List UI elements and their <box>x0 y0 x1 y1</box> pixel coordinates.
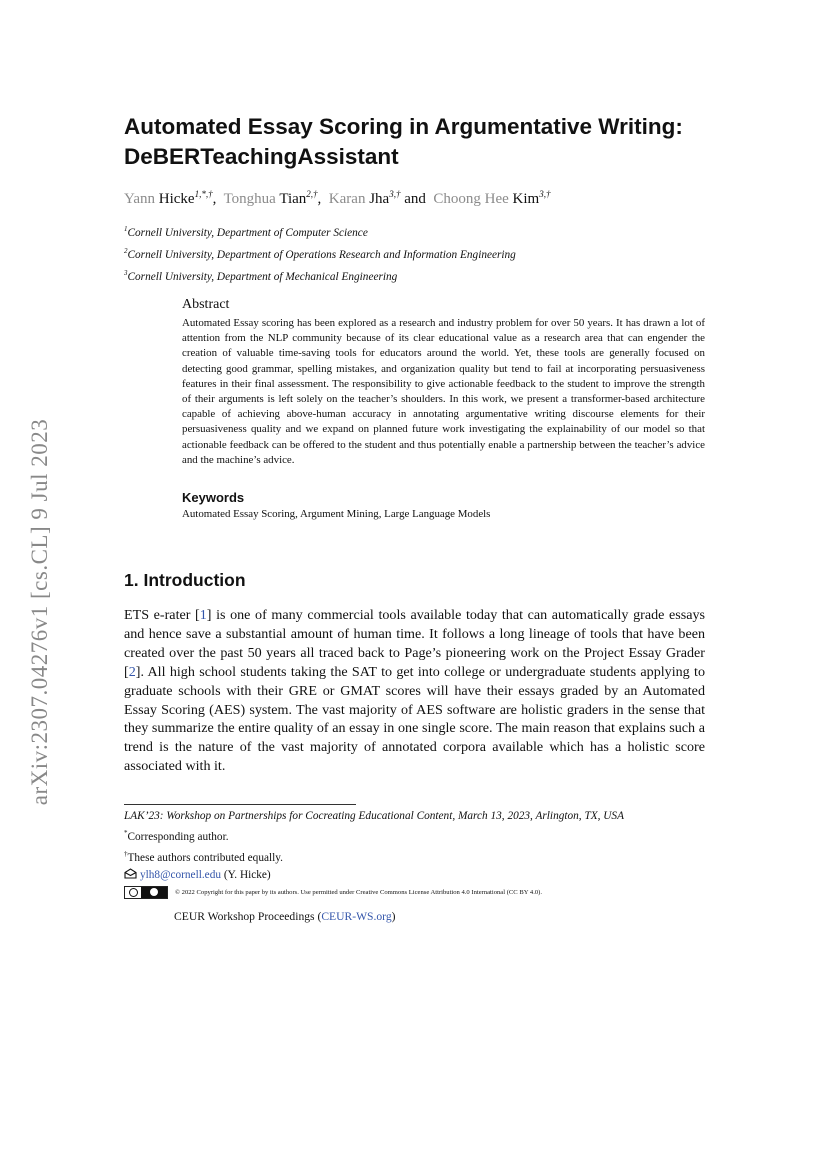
license-text: © 2022 Copyright for this paper by its authors. Use permitted under Creative Commons License Attribution 4.0 International (CC BY 4.0). <box>175 888 542 896</box>
license-row <box>124 884 724 901</box>
email-link[interactable]: ylh8@cornell.edu <box>140 868 221 881</box>
abstract-text: Automated Essay scoring has been explored as a research and industry problem for over 50 years. It has drawn a lot of attention from the NLP community because of its clear educational value as a research area that can engender the creation of valuable time-saving tools for educators around the world. Yet, these tools are generally focused on detecting good grammar, spelling mistakes, and organization quality but tend to fail at incorporating persuasiveness features in their final assessment. The responsibility to give actionable feedback to the student to improve the strength of their arguments is left solely on the teacher’s shoulders. In this work, we present a transformer-based architecture capable of achieving above-human accuracy in annotating argumentative writing discourse elements for their persuasiveness quality and we expand on planned future work investigating the explainability of our model so that actionable feedback can be offered to the student and thus potentially enable a partnership between the teacher’s advice and the machine’s advice. <box>182 317 705 466</box>
author: Choong Hee Kim$^{3,\dagger}$ <box>433 189 551 207</box>
affiliation: $^1$Cornell University, Department of Computer Science <box>124 225 368 239</box>
affiliation: $^3$Cornell University, Department of Mechanical Engineering <box>124 268 398 283</box>
affiliation: $^2$Cornell University, Department of Operations Research and Information Engineering <box>124 246 516 261</box>
paper-title <box>124 112 724 172</box>
title-line-2: DeBERTeachingAssistant <box>124 144 399 169</box>
venue-footnote: LAK’23: Workshop on Partnerships for Cocreating Educational Content, March 13, 2023, Arlington, TX, USA <box>124 810 624 822</box>
abstract-section <box>182 296 705 468</box>
keywords-text: Automated Essay Scoring, Argument Mining, Large Language Models <box>182 508 491 520</box>
author: Karan Jha$^{3,\dagger}$ <box>328 189 401 207</box>
footnotes <box>124 808 724 901</box>
keywords-section <box>182 490 705 522</box>
citation-link[interactable]: 1 <box>199 607 207 623</box>
introduction-paragraph: ETS e-rater [1] is one of many commercial tools available today that can automatically grade essays and hence save a substantial amount of human time. It follows a long lineage of tools that have been created over the past 50 years all traced back to Page’s pioneering work on the Project Essay Grader [2]. All high school students taking the SAT to get into college or undergraduate students applying to graduate schools with their GRE or GMAT scores will have their essays graded by an Automated Essay Scoring (AES) system. The vast majority of AES software are holistic graders in the sense that they summarize the entire quality of an essay in one single score. The main reason that explains such a trend is the nature of the vast majority of annotated corpora available which has a holistic score associated with it. <box>124 607 705 775</box>
equal-contribution-footnote: †These authors contributed equally. <box>124 849 283 864</box>
arxiv-identifier: arXiv:2307.04276v1 [cs.CL] 9 Jul 2023 <box>27 418 52 806</box>
corresponding-footnote: *Corresponding author. <box>124 829 229 843</box>
citation-link[interactable]: 2 <box>128 663 136 680</box>
author: Yann Hicke$^{1,*,\dagger}$ <box>124 189 213 207</box>
arxiv-sidebar <box>22 382 58 842</box>
affiliation-list <box>124 220 724 285</box>
abstract-heading: Abstract <box>182 297 230 312</box>
section-heading-introduction: 1. Introduction <box>124 570 246 590</box>
title-line-1: Automated Essay Scoring in Argumentative Writing: <box>124 114 683 139</box>
ceur-link[interactable]: CEUR-WS.org <box>321 910 392 923</box>
author-list: Yann Hicke$^{1,*,\dagger}$, Tonghua Tian$^{2,\dagger}$, Karan Jha$^{3,\dagger}$ and Choong Hee Kim$^{3,\dagger}$ <box>124 189 551 207</box>
footnote-rule <box>124 804 356 805</box>
proceedings-line: CEUR Workshop Proceedings (CEUR-WS.org) <box>174 910 396 923</box>
author: Tonghua Tian$^{2,\dagger}$ <box>223 189 318 207</box>
mail-icon <box>124 868 137 879</box>
email-footnote: ylh8@cornell.edu (Y. Hicke) <box>124 867 724 884</box>
author-and: and <box>404 191 426 207</box>
keywords-heading: Keywords <box>182 490 245 505</box>
cc-by-icon <box>124 886 168 899</box>
